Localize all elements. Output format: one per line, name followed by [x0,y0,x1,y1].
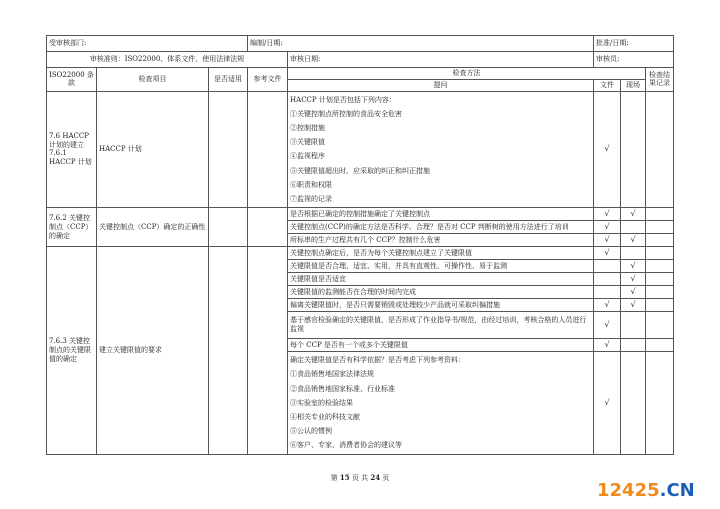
site-check-cell [621,339,646,352]
question-line: 偏离关键限值时，是否只需要销毁或处理较少产品就可采取纠偏措施 [290,300,501,309]
result-record-cell [646,312,674,339]
ref-doc-cell [248,91,288,208]
document-check-cell: √ [594,234,621,247]
site-check-cell: √ [621,273,646,286]
col-method: 检查方法 [288,68,646,80]
audit-date-label: 审核日期: [288,52,594,68]
result-record-cell [646,352,674,454]
footer-total-pages: 24 [370,473,381,482]
result-record-cell [646,260,674,273]
approved-date-label: 批准/日期: [594,36,674,52]
question-line: ⑥职责和权限 [290,180,333,189]
question-line: 基于感官检验确定的关键限值，是否形成了作业指导书/规范，由经过培训，考核合格的人员进行监视 [290,316,587,334]
question-cell [288,247,594,260]
ref-doc-cell [248,208,288,247]
column-header-row-1 [47,68,674,80]
site-check-cell [621,247,646,260]
watermark-suffix: .CN [659,480,695,501]
footer-suffix: 页 [382,474,390,482]
question-line: ②食品销售地国家标准、行业标准 [290,384,396,393]
result-record-cell [646,339,674,352]
result-record-cell [646,299,674,312]
document-check-cell: √ [594,221,621,234]
result-record-cell [646,221,674,234]
site-check-cell: √ [621,234,646,247]
item-cell: HACCP 计划 [97,91,209,208]
checklist-body [47,91,674,454]
watermark-number: 12425 [597,480,660,501]
document-check-cell: √ [594,208,621,221]
question-line: 关键控制点(CCP)的确定方法是否科学、合理？是否对 CCP 判断树的使用方法进行了培训 [290,222,569,231]
question-line: 是否根据已确定的控制措施确定了关键控制点 [290,209,431,218]
col-item: 检查项目 [97,68,209,92]
document-check-cell [594,273,621,286]
footer-mid: 页 共 [351,474,369,482]
applicable-cell [209,91,248,208]
col-result: 检查结果记录 [646,68,674,92]
question-line: ⑤关键限值超出时，应采取的纠正和纠正措施 [290,166,431,175]
site-check-cell [621,221,646,234]
question-line: ⑤公认的惯例 [290,427,333,436]
checklist-row [47,91,674,208]
question-line: 每个 CCP 是否有一个或多个关键限值 [290,340,408,349]
item-cell: 关键控制点（CCP）确定的正确性 [97,208,209,247]
question-cell [288,273,594,286]
question-cell [288,208,594,221]
col-applicable: 是否适用 [209,68,248,92]
question-line: ③实验室的检验结果 [290,398,354,407]
question-cell [288,352,594,454]
question-cell [288,260,594,273]
question-cell [288,286,594,299]
result-record-cell [646,273,674,286]
item-cell: 建立关键限值的要求 [97,247,209,454]
col-document: 文件 [594,79,621,91]
document-check-cell: √ [594,247,621,260]
document-check-cell: √ [594,352,621,454]
question-cell [288,299,594,312]
col-clause: ISO22000 条款 [47,68,97,92]
question-line: ⑥客户、专家、消费者协会的建议等 [290,441,403,450]
question-cell [288,91,594,208]
audited-dept-label: 受审核部门: [47,36,248,52]
result-record-cell [646,286,674,299]
clause-cell: 7.6.2 关键控制点（CCP）的确定 [47,208,97,247]
applicable-cell [209,247,248,454]
footer-page-number: 15 [339,473,350,482]
checklist-row [47,247,674,260]
site-check-cell [621,91,646,208]
site-check-cell [621,352,646,454]
question-line: 确定关键限值是否有科学依据？是否考虑下列参考资料： [290,356,466,365]
prepared-date-label: 编制/日期: [248,36,594,52]
question-line: ①关键控制点所控制的食品安全危害 [290,109,403,118]
ref-doc-cell [248,247,288,454]
document-check-cell: √ [594,339,621,352]
auditor-label: 审核员: [594,52,674,68]
result-record-cell [646,208,674,221]
audit-checklist-table [46,35,674,455]
result-record-cell [646,247,674,260]
site-watermark-logo [597,480,695,501]
col-ref-doc: 参考文件 [248,68,288,92]
question-line: ①食品销售地国家法律法规 [290,370,375,379]
question-cell [288,312,594,339]
site-check-cell: √ [621,299,646,312]
question-line: ③关键限值 [290,138,326,147]
site-check-cell: √ [621,208,646,221]
clause-cell: 7.6 HACCP 计划的建立 7.6.1 HACCP 计划 [47,91,97,208]
site-check-cell [621,312,646,339]
question-cell [288,221,594,234]
document-check-cell [594,260,621,273]
site-check-cell: √ [621,286,646,299]
question-line: ④监视程序 [290,152,326,161]
question-line: 关键限值是否合理、适宜、实用，并具有直观性、可操作性、易于监测 [290,261,508,270]
applicable-cell [209,208,248,247]
question-line: HACCP 计划是否包括下列内容： [290,95,396,104]
document-check-cell: √ [594,312,621,339]
result-record-cell [646,91,674,208]
result-record-cell [646,234,674,247]
question-line: ②控制措施 [290,123,326,132]
header-row-2 [47,52,674,68]
site-check-cell: √ [621,260,646,273]
question-cell [288,234,594,247]
checklist-row [47,208,674,221]
header-row-1 [47,36,674,52]
question-line: 关键控制点确定后，是否为每个关键控制点建立了关键限值 [290,248,473,257]
footer-prefix: 第 [330,474,338,482]
question-line: ④相关专业的科技文献 [290,412,361,421]
clause-cell: 7.6.3 关键控制点的关键限值的确定 [47,247,97,454]
question-line: ⑦监视的记录 [290,194,333,203]
question-line: 关键限值是否适宜 [290,274,347,283]
col-question: 提问 [288,79,594,91]
document-check-cell: √ [594,299,621,312]
document-check-cell [594,286,621,299]
audit-criteria-label: 审核准则：ISO22000、体系文件、使用法律法规 [47,52,288,68]
document-check-cell: √ [594,91,621,208]
question-line: 所标串的生产过程共有几个 CCP？控制什么危害 [290,235,441,244]
col-site: 现场 [621,79,646,91]
question-cell [288,339,594,352]
question-line: 关键限值的监测能否在合理的时间内完成 [290,287,417,296]
